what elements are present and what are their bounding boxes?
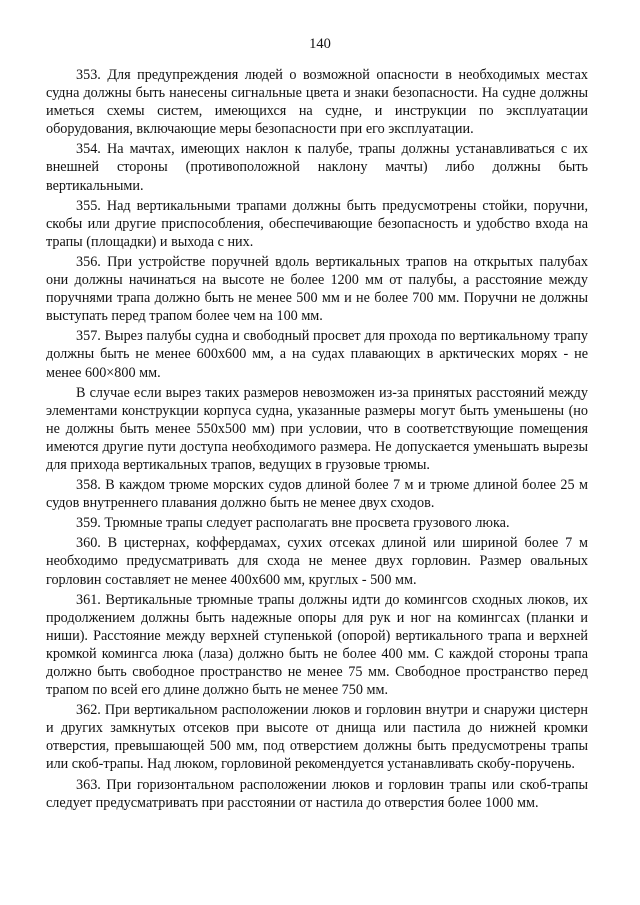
paragraph-357: 357. Вырез палубы судна и свободный просвет для прохода по вертикальному трапу должны быть не менее 600x600 мм, а на судах плавающих в арктических морях - не менее 600×800 мм. (46, 328, 588, 381)
paragraph-357-continued: В случае если вырез таких размеров невозможен из-за принятых расстояний между элементами конструкции корпуса судна, указанные размеры могут быть уменьшены (но не должны быть менее 550x500 мм) при условии, что в соответствующие помещения имеются другие пути доступа необходимого размера. Не допускается уменьшать вырезы для прихода вертикальных трапов, ведущих в грузовые трюмы. (46, 384, 588, 473)
paragraph-361: 361. Вертикальные трюмные трапы должны идти до комингсов сходных люков, их продолжением должны быть надежные опоры для рук и ног на комингсах (планки и ниши). Расстояние между верхней ступенькой (опорой) вертикального трапа и верхней кромкой комингса люка (лаза) должно быть не более 400 мм. С каждой стороны трапа должно быть свободное пространство не менее 75 мм. Свободное пространство перед трапом по всей его длине должно быть не менее 750 мм. (46, 591, 588, 699)
paragraph-356: 356. При устройстве поручней вдоль вертикальных трапов на открытых палубах они должны начинаться на высоте не более 1200 мм от палубы, а расстояние между поручнями трапа должно быть не менее 500 мм и не более 700 мм. Поручни не должны выступать перед трапом более чем на 100 мм. (46, 253, 588, 325)
paragraph-353: 353. Для предупреждения людей о возможной опасности в необходимых местах судна должны быть нанесены сигнальные цвета и знаки безопасности. На судне должны иметься схемы систем, имеющихся на судне, и инструкции по эксплуатации оборудования, включающие меры безопасности при его эксплуатации. (46, 67, 588, 138)
paragraph-362: 362. При вертикальном расположении люков и горловин внутри и снаружи цистерн и других замкнутых отсеков при высоте от днища или пастила до нижней кромки отверстия, превышающей 500 мм, под отверстием должны быть предусмотрены трапы или скоб-трапы. Над люком, горловиной рекомендуется устанавливать скобу-поручень. (46, 702, 588, 773)
paragraph-358: 358. В каждом трюме морских судов длиной более 7 м и трюме длиной более 25 м судов внутреннего плавания должно быть не менее двух сходов. (46, 477, 588, 512)
document-body (46, 66, 588, 814)
paragraph-363: 363. При горизонтальном расположении люков и горловин трапы или скоб-трапы следует предусматривать при расстоянии от настила до отверстия более 1000 мм. (46, 776, 588, 811)
paragraph-359: 359. Трюмные трапы следует располагать вне просвета грузового люка. (76, 515, 510, 532)
paragraph-354: 354. На мачтах, имеющих наклон к палубе, трапы должны устанавливаться с их внешней стороны (противоположной наклону мачты) либо должны быть вертикальными. (46, 141, 588, 194)
page-number: 140 (309, 36, 331, 52)
paragraph-355: 355. Над вертикальными трапами должны быть предусмотрены стойки, поручни, скобы или другие приспособления, обеспечивающие безопасность и удобство входа на трапы (площадки) и выхода с них. (46, 197, 588, 250)
paragraph-360: 360. В цистернах, коффердамах, сухих отсеках длиной или шириной более 7 м необходимо предусматривать для схода не менее двух горловин. Размер овальных горловин составляет не менее 400x600 мм, круглых - 500 мм. (46, 535, 588, 588)
